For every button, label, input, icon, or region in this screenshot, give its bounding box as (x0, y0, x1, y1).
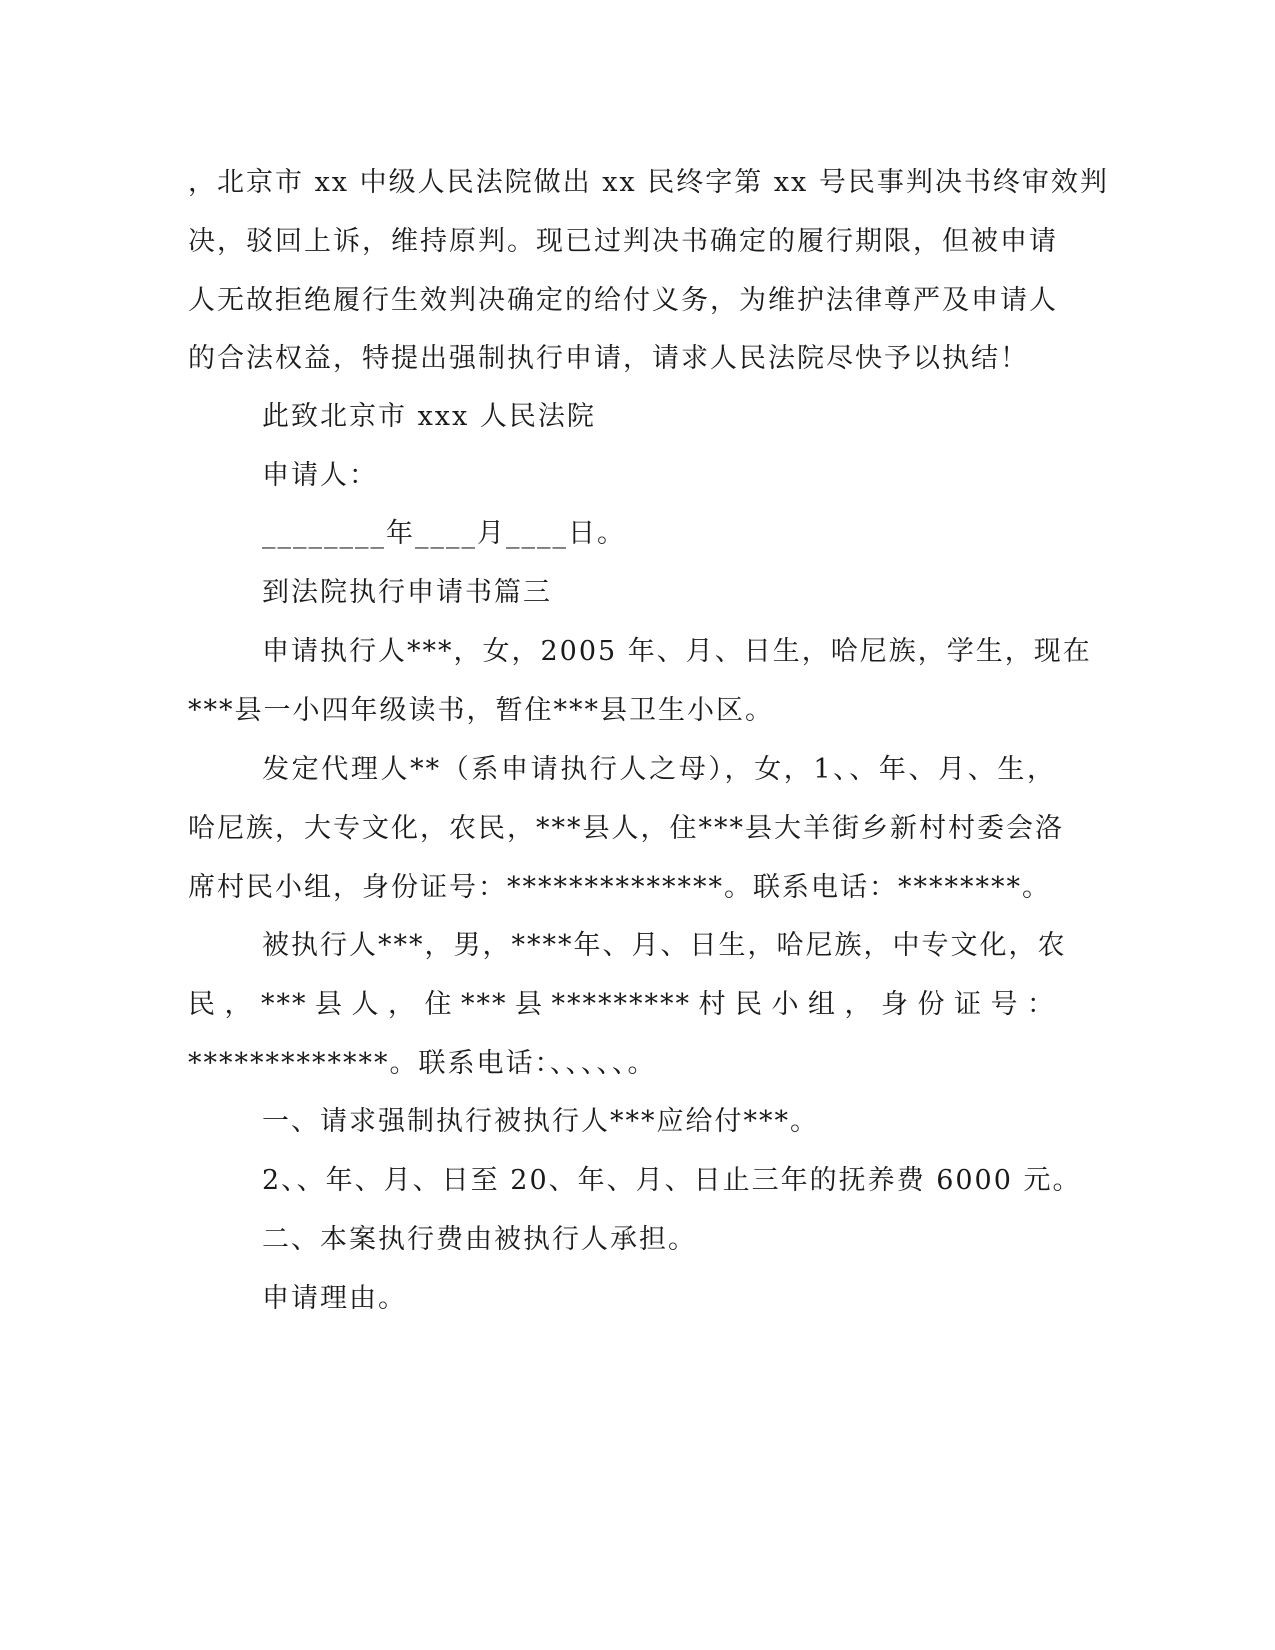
paragraph-line: 决，驳回上诉，维持原判。现已过判决书确定的履行期限，但被申请 (188, 226, 1058, 257)
paragraph-line: 人无故拒绝履行生效判决确定的给付义务，为维护法律尊严及申请人 (188, 285, 1058, 316)
request-item: 2、、年、月、日至 20、年、月、日止三年的抚养费 6000 元。 (262, 1165, 1082, 1196)
section-heading: 到法院执行申请书篇三 (262, 577, 552, 608)
request-item: 一、请求强制执行被执行人***应给付***。 (262, 1106, 819, 1137)
request-item: 二、本案执行费由被执行人承担。 (262, 1224, 697, 1255)
paragraph-line: 发定代理人**（系申请执行人之母），女，1、、年、月、生， (262, 754, 1056, 785)
applicant-signature-label: 申请人： (262, 460, 378, 491)
paragraph-line: ***县一小四年级读书，暂住***县卫生小区。 (188, 695, 774, 726)
paragraph-line: 席村民小组，身份证号：**************。联系电话：********。 (188, 872, 1051, 903)
paragraph-line: 申请执行人***，女，2005 年、月、日生，哈尼族，学生，现在 (262, 636, 1092, 667)
paragraph-line: 被执行人***，男，****年、月、日生，哈尼族，中专文化，农 (262, 930, 1067, 961)
reasons-heading: 申请理由。 (262, 1283, 407, 1314)
date-line: ________年____月____日。 (262, 518, 626, 549)
paragraph-line: *************。联系电话：、、、、、。 (188, 1048, 657, 1079)
salutation-line: 此致北京市 xxx 人民法院 (262, 401, 596, 432)
paragraph-line: 的合法权益，特提出强制执行申请，请求人民法院尽快予以执结！ (188, 343, 1029, 374)
paragraph-line: 民，***县人，住***县*********村民小组，身份证号： (188, 989, 1056, 1020)
paragraph-line: ，北京市 xx 中级人民法院做出 xx 民终字第 xx 号民事判决书终审效判 (188, 167, 1109, 198)
paragraph-line: 哈尼族，大专文化，农民，***县人，住***县大羊街乡新村村委会洛 (188, 813, 1064, 844)
